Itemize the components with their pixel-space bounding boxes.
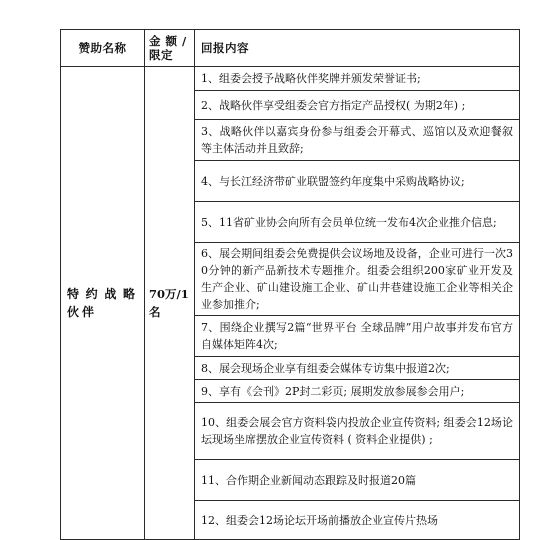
header-sponsor-name: 赞助名称 — [61, 30, 145, 67]
return-item-6: 6、展会期间组委会免费提供会议场地及设备，企业可进行一次30分钟的新产品新技术专题推介。组委会组织200家矿业开发及生产企业、矿山建设施工企业、矿山井巷建设施工企业等相关企业参加推介; — [195, 243, 520, 316]
return-item-7: 7、围绕企业撰写2篇“世界平台 全球品牌”用户故事并发布官方自媒体矩阵4次; — [195, 316, 520, 357]
return-item-3: 3、战略伙伴以嘉宾身份参与组委会开幕式、巡馆以及欢迎餐叙等主体活动并且致辞; — [195, 120, 520, 161]
header-amount: 金 额 / 限定 — [145, 30, 195, 67]
return-item-10: 10、组委会展会官方资料袋内投放企业宣传资料; 组委会12场论坛现场坐席摆放企业宣传资料 ( 资料企业提供) ; — [195, 403, 520, 460]
return-item-12: 12、组委会12场论坛开场前播放企业宣传片热场 — [195, 501, 520, 540]
sponsorship-table — [60, 29, 520, 540]
table-row — [61, 67, 520, 91]
return-item-2: 2、战略伙伴享受组委会官方指定产品授权( 为期2年) ; — [195, 91, 520, 120]
sponsor-level-cell: 特约战略伙伴 — [61, 67, 145, 540]
return-item-1: 1、组委会授予战略伙伴奖牌并颁发荣誉证书; — [195, 67, 520, 91]
return-item-8: 8、展会现场企业享有组委会媒体专访集中报道2次; — [195, 357, 520, 380]
return-item-9: 9、享有《会刊》2P封二彩页; 展期发放参展参会用户; — [195, 380, 520, 403]
return-item-11: 11、合作期企业新闻动态跟踪及时报道20篇 — [195, 460, 520, 501]
table-header-row — [61, 30, 520, 67]
amount-cell: 70万/1名 — [145, 67, 195, 540]
header-return-content: 回报内容 — [195, 30, 520, 67]
return-item-4: 4、与长江经济带矿业联盟签约年度集中采购战略协议; — [195, 161, 520, 202]
return-item-5: 5、11省矿业协会向所有会员单位统一发布4次企业推介信息; — [195, 202, 520, 243]
